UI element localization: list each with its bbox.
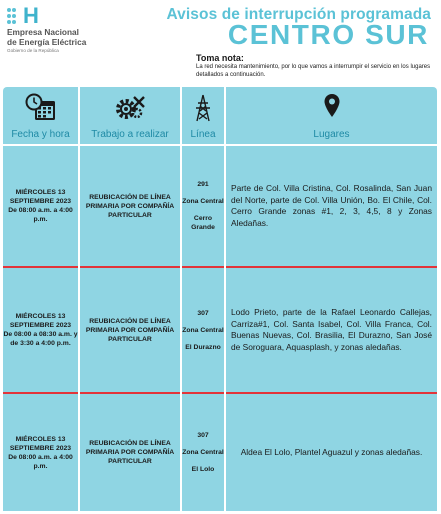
company-subline: Gobierno de la República xyxy=(7,48,59,53)
line-circuit: El Lolo xyxy=(191,466,215,473)
work-cell xyxy=(80,394,180,511)
enee-logo xyxy=(7,3,117,54)
date-cell xyxy=(3,394,78,511)
places-text: Parte de Col. Villa Cristina, Col. Rosalinda, San Juan del Norte, parte de Col. Villa Unión, Bo. El Chile, Col. Cerro Grande zonas #1, 2, 3, 4,5, 8 y Zonas Aledañas. xyxy=(231,183,432,228)
places-text: Aldea El Lolo, Plantel Aguazul y zonas aledañas. xyxy=(240,446,423,457)
date-text: MIÉRCOLES 13 SEPTIEMBRE 2023 xyxy=(9,189,72,205)
calendar-clock-icon xyxy=(25,93,57,128)
company-name-line2: de Energía Eléctrica xyxy=(7,36,87,47)
date-cell xyxy=(3,268,78,392)
interruptions-table xyxy=(3,87,437,511)
time-text: De 08:00 a 08:30 a.m. y de 3:30 a 4:00 p.m. xyxy=(3,331,78,347)
date-text: MIÉRCOLES 13 SEPTIEMBRE 2023 xyxy=(9,435,72,452)
places-cell xyxy=(226,268,437,392)
region-title: CENTRO SUR xyxy=(227,19,429,50)
line-cell xyxy=(182,268,224,392)
line-number: 307 xyxy=(197,309,209,317)
column-label-work: Trabajo a realizar xyxy=(91,129,169,140)
line-zone: Zona Central xyxy=(182,449,224,456)
line-circuit: Cerro Grande xyxy=(191,215,215,231)
work-text: REUBICACIÓN DE LÍNEA PRIMARIA POR COMPAÑÍA PARTICULAR xyxy=(85,317,175,343)
column-header-places xyxy=(226,87,437,144)
places-cell xyxy=(226,146,437,266)
line-number: 307 xyxy=(197,432,209,439)
line-zone: Zona Central xyxy=(182,198,224,205)
time-text: De 08:00 a.m. a 4:00 p.m. xyxy=(8,453,73,470)
time-text: De 08:00 a.m. a 4:00 p.m. xyxy=(8,207,73,223)
line-cell xyxy=(182,394,224,511)
column-label-date: Fecha y hora xyxy=(11,129,70,140)
line-zone: Zona Central xyxy=(182,326,224,334)
date-cell xyxy=(3,146,78,266)
column-separator xyxy=(180,87,182,511)
header-divider xyxy=(3,144,437,146)
note-title: Toma nota: xyxy=(196,53,244,63)
table-row xyxy=(3,268,437,392)
column-separator xyxy=(224,87,226,511)
places-cell xyxy=(226,394,437,511)
page-title: Avisos de interrupción programada xyxy=(166,6,431,23)
column-label-line: Línea xyxy=(190,129,216,140)
power-tower-icon xyxy=(193,93,213,128)
line-number: 291 xyxy=(197,181,209,188)
gears-tools-icon xyxy=(113,93,147,128)
line-circuit: El Durazno xyxy=(185,343,221,351)
column-header-date xyxy=(3,87,78,144)
work-text: REUBICACIÓN DE LÍNEA PRIMARIA POR COMPAÑÍA PARTICULAR xyxy=(85,440,175,465)
column-header-work xyxy=(80,87,180,144)
column-separator xyxy=(78,87,80,511)
logo-dots-icon xyxy=(7,7,21,25)
table-header xyxy=(3,87,437,144)
places-text: Lodo Prieto, parte de la Rafael Leonardo Callejas, Carriza#1, Col. Santa Isabel, Col. Villa Franca, Col. Buenas Nuevas, Col. Brasilia, El Durazno, San José de Soroguara, Aquasplash, y zonas aledañas. xyxy=(231,307,432,352)
table-row xyxy=(3,146,437,266)
location-pin-icon xyxy=(323,93,341,124)
line-cell xyxy=(182,146,224,266)
date-text: MIÉRCOLES 13 SEPTIEMBRE 2023 xyxy=(9,313,72,329)
work-cell xyxy=(80,268,180,392)
column-label-places: Lugares xyxy=(313,129,350,140)
company-name-line1: Empresa Nacional xyxy=(7,27,79,37)
note-text: La red necesita mantenimiento, por lo que vamos a interrumpir el servicio en los lugares detallados a continuación. xyxy=(196,64,431,78)
page-header xyxy=(0,0,441,86)
work-cell xyxy=(80,146,180,266)
work-text: REUBICACIÓN DE LÍNEA PRIMARIA POR COMPAÑÍA PARTICULAR xyxy=(85,193,175,219)
column-header-line xyxy=(182,87,224,144)
table-row xyxy=(3,394,437,511)
logo-letter: H xyxy=(23,3,39,28)
